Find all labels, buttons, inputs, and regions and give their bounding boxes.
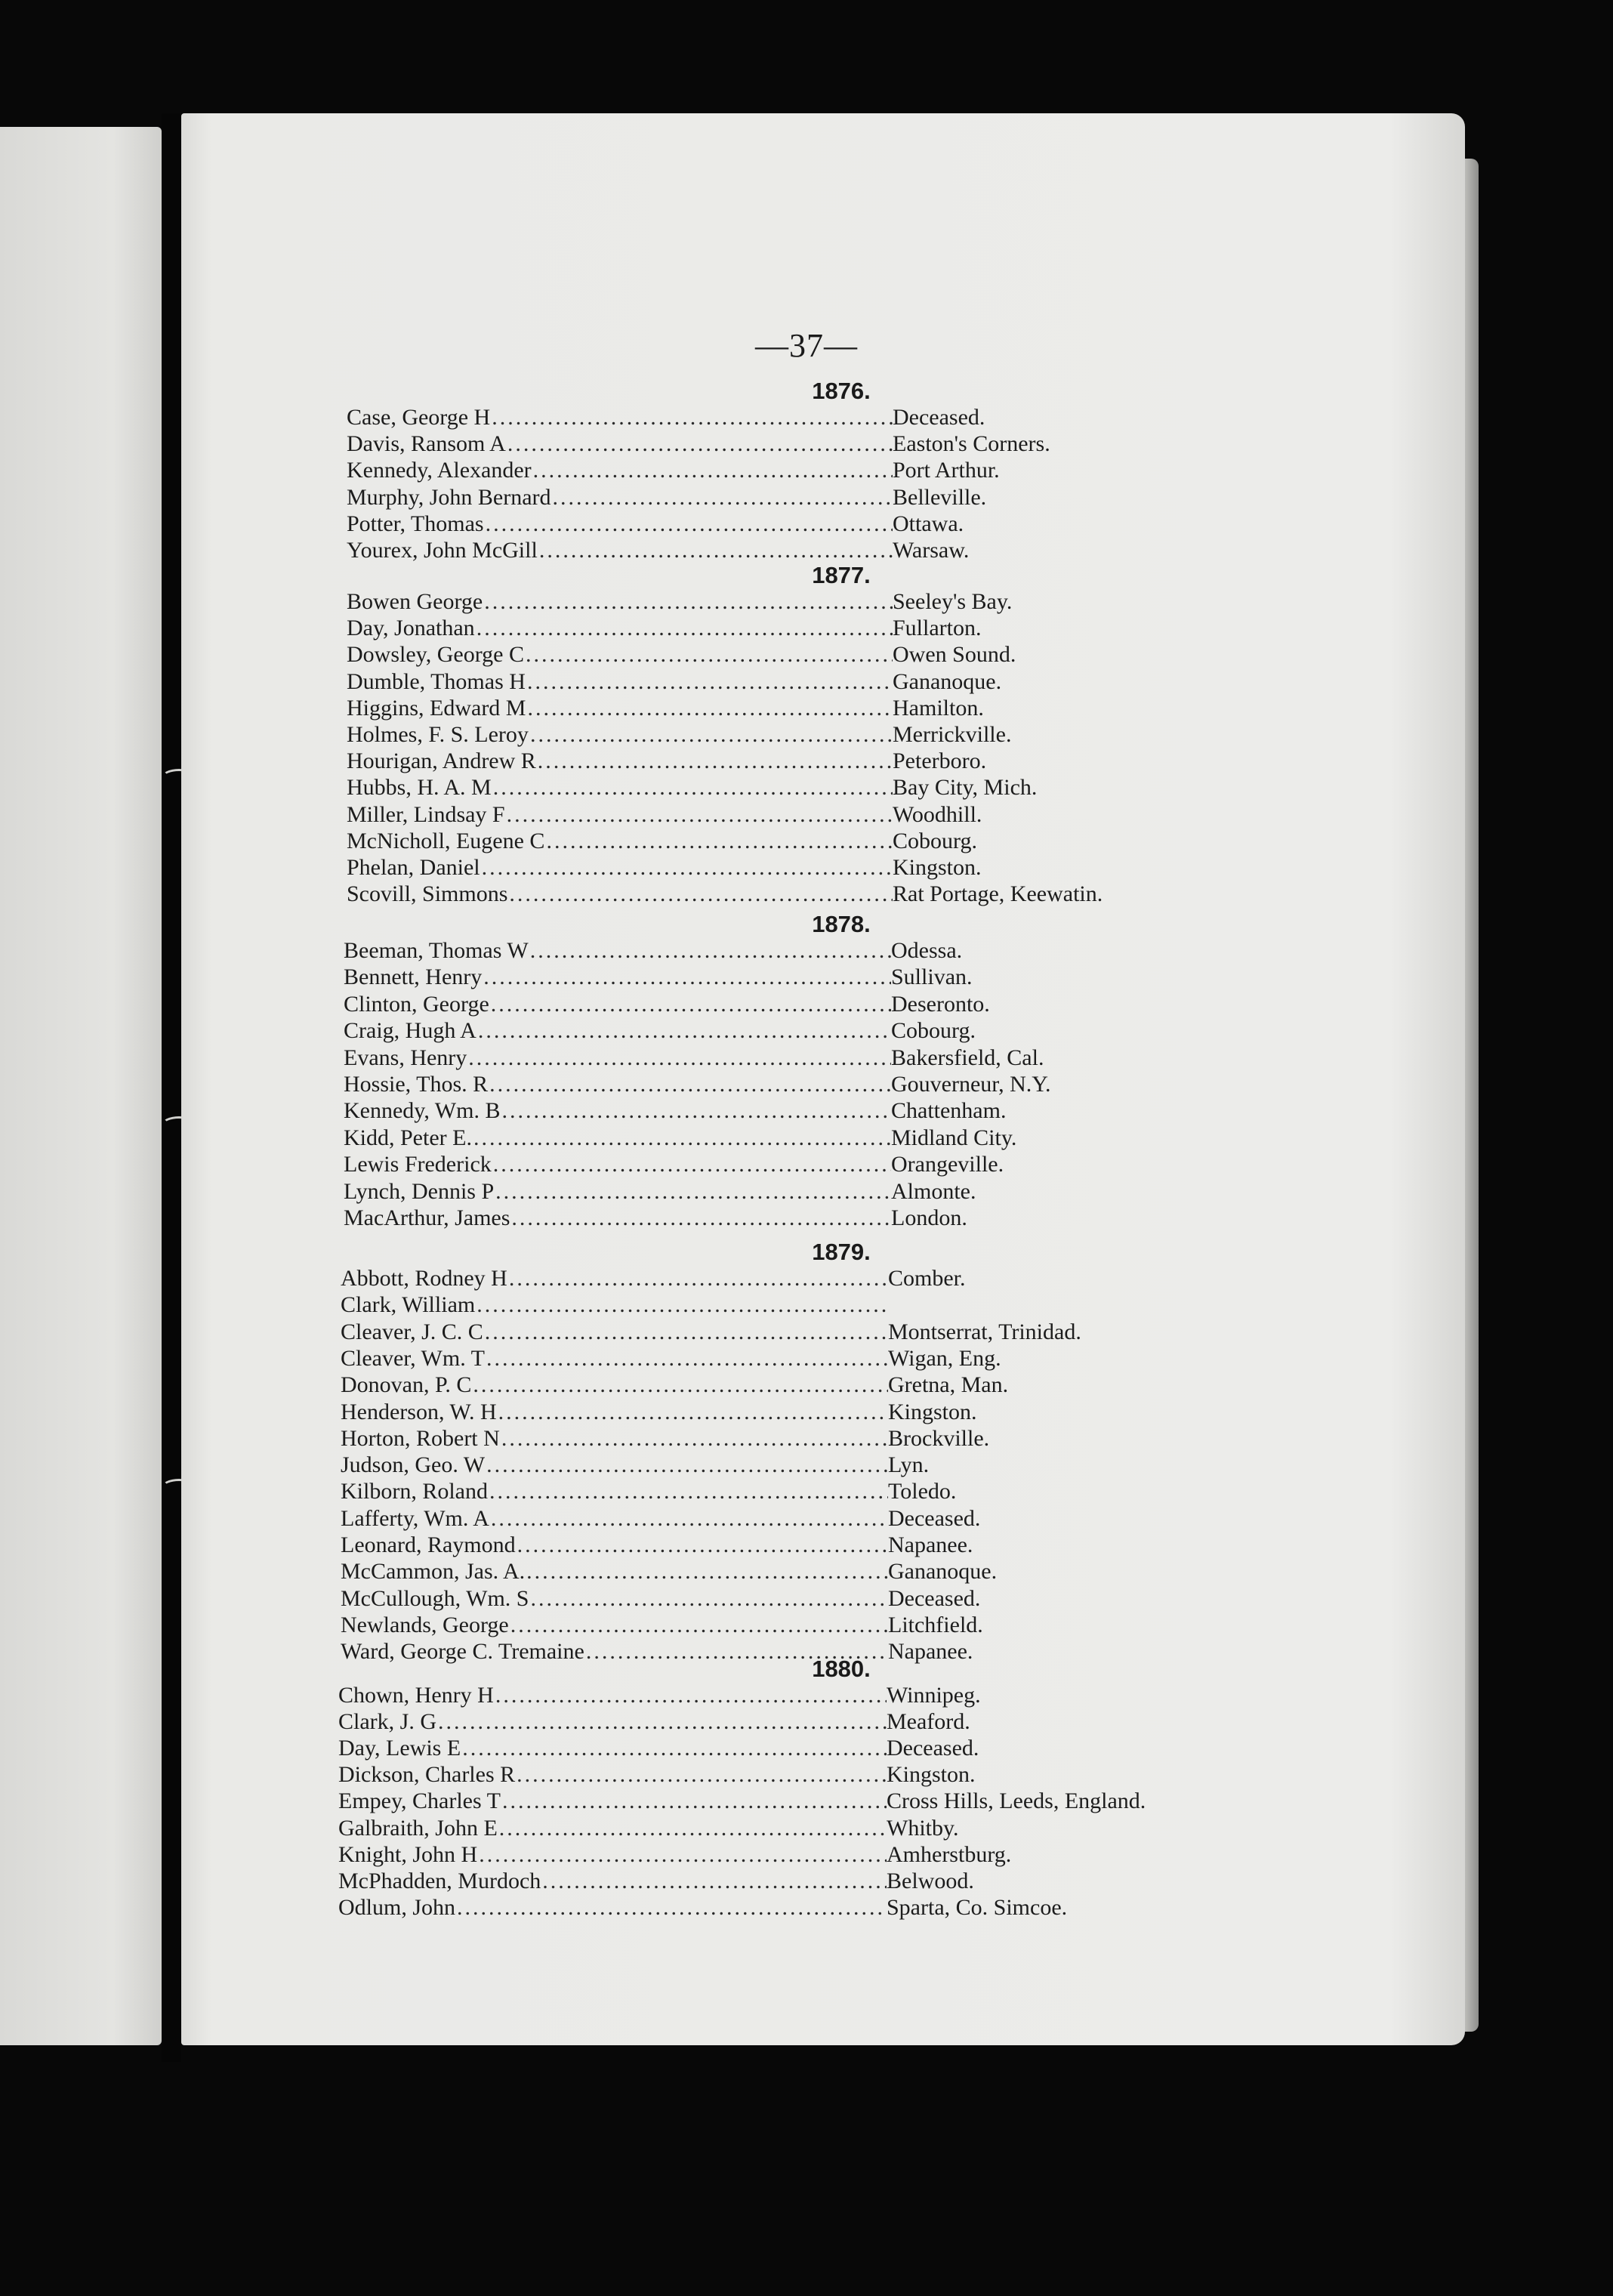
dot-leader xyxy=(467,1045,891,1071)
list-item xyxy=(347,538,893,563)
dot-leader xyxy=(475,1292,888,1318)
residence-cell xyxy=(893,589,1012,615)
list-item xyxy=(344,938,891,964)
list-item xyxy=(347,855,893,881)
list-item xyxy=(341,1292,888,1318)
dot-leader xyxy=(497,1400,888,1425)
residence: Orangeville. xyxy=(891,1152,1004,1177)
residence: London. xyxy=(891,1205,967,1230)
residence-cell xyxy=(893,431,1050,457)
list-item xyxy=(341,1426,888,1452)
alumnus-name: Davis, Ransom A xyxy=(347,431,506,457)
residence-cell xyxy=(893,458,1000,483)
dot-leader xyxy=(526,696,893,721)
residence-cell xyxy=(891,1072,1051,1097)
alumnus-name: Lafferty, Wm. A xyxy=(341,1505,489,1531)
list-item xyxy=(344,992,891,1017)
alumnus-name: Yourex, John McGill xyxy=(347,538,538,563)
residence: Gananoque. xyxy=(893,668,1002,694)
alumnus-name: Holmes, F. S. Leroy xyxy=(347,722,529,747)
residence: Fullarton. xyxy=(893,616,982,641)
year-heading: 1877. xyxy=(812,562,871,588)
alumnus-name: Dickson, Charles R xyxy=(338,1762,516,1788)
residence-cell xyxy=(891,1018,976,1044)
residence: Cobourg. xyxy=(893,828,977,853)
residence: Gananoque. xyxy=(888,1559,998,1585)
residence-cell xyxy=(887,1842,1011,1868)
alumnus-name: Chown, Henry H xyxy=(338,1683,494,1708)
dot-leader xyxy=(498,1816,887,1841)
residence: Lyn. xyxy=(888,1452,930,1478)
dot-leader xyxy=(541,1869,887,1894)
list-item xyxy=(347,589,893,615)
year-heading: 1880. xyxy=(812,1656,871,1682)
dot-leader xyxy=(494,1683,887,1708)
residence-cell xyxy=(893,855,982,881)
dot-leader xyxy=(492,775,893,801)
list-item xyxy=(347,458,893,483)
residence-cell xyxy=(891,964,973,990)
list-item xyxy=(341,1532,888,1558)
residence-cell xyxy=(893,802,982,828)
alumnus-name: Bowen George xyxy=(347,589,483,614)
list-item xyxy=(341,1372,888,1398)
residence: Wigan, Eng. xyxy=(888,1345,1001,1371)
residence-cell xyxy=(888,1452,929,1478)
list-item xyxy=(347,829,893,854)
residence: Easton's Corners. xyxy=(893,431,1050,457)
list-item xyxy=(344,1179,891,1205)
dot-leader xyxy=(488,1479,888,1504)
residence-cell xyxy=(891,1098,1006,1124)
residence: Cobourg. xyxy=(891,1018,976,1044)
dot-leader xyxy=(489,992,891,1017)
list-item xyxy=(338,1842,887,1868)
residence-cell xyxy=(893,511,964,537)
alumnus-name: Clark, J. G xyxy=(338,1709,436,1735)
alumnus-name: Miller, Lindsay F xyxy=(347,801,505,827)
list-item xyxy=(344,1152,891,1177)
list-item xyxy=(341,1452,888,1478)
alumnus-name: McCullough, Wm. S xyxy=(341,1585,529,1611)
list-item xyxy=(338,1895,887,1921)
residence-cell xyxy=(888,1319,1081,1345)
residence-cell xyxy=(887,1895,1067,1921)
residence-cell xyxy=(888,1426,989,1452)
list-item xyxy=(347,669,893,695)
year-heading: 1876. xyxy=(812,378,871,404)
residence-cell xyxy=(887,1736,979,1761)
dot-leader xyxy=(476,1018,891,1044)
list-item xyxy=(341,1612,888,1638)
residence-cell xyxy=(888,1612,983,1638)
alumnus-name: Dowsley, George C xyxy=(347,642,524,668)
dot-leader xyxy=(536,748,893,774)
page-number: —37— xyxy=(755,327,858,364)
dot-leader xyxy=(509,1612,888,1638)
residence: Comber. xyxy=(888,1266,966,1291)
alumnus-name: Case, George H xyxy=(347,405,491,430)
residence-cell xyxy=(888,1400,977,1425)
dot-leader xyxy=(510,1205,891,1231)
alumnus-name: Clinton, George xyxy=(344,991,489,1017)
dot-leader xyxy=(475,616,893,641)
alumnus-name: Galbraith, John E xyxy=(338,1815,498,1841)
residence-cell xyxy=(893,829,977,854)
residence: Woodhill. xyxy=(893,801,982,827)
residence: Meaford. xyxy=(887,1709,970,1735)
dot-leader xyxy=(488,1072,891,1097)
list-item xyxy=(338,1816,887,1841)
residence: Sparta, Co. Simcoe. xyxy=(887,1894,1068,1920)
dot-leader xyxy=(551,485,893,511)
alumnus-name: Hourigan, Andrew R xyxy=(347,748,536,774)
alumnus-name: Potter, Thomas xyxy=(347,511,484,536)
residence-cell xyxy=(891,1045,1044,1071)
list-item xyxy=(341,1266,888,1292)
residence-cell xyxy=(893,405,985,430)
alumnus-name: Evans, Henry xyxy=(344,1045,467,1070)
list-item xyxy=(338,1736,887,1761)
dot-leader xyxy=(471,1372,888,1398)
residence: Deceased. xyxy=(887,1736,979,1761)
residence-cell xyxy=(891,992,990,1017)
residence: Whitby. xyxy=(887,1815,959,1841)
dot-leader xyxy=(525,1559,888,1585)
residence: Kingston. xyxy=(893,855,982,880)
dot-leader xyxy=(436,1709,887,1735)
alumnus-name: Kennedy, Alexander xyxy=(347,458,532,483)
list-item xyxy=(344,1072,891,1097)
residence: Amherstburg. xyxy=(887,1841,1012,1867)
list-item xyxy=(347,802,893,828)
dot-leader xyxy=(482,964,891,990)
residence-cell xyxy=(888,1586,980,1612)
alumnus-name: Kilborn, Roland xyxy=(341,1479,488,1504)
residence: Kingston. xyxy=(887,1762,976,1788)
dot-leader xyxy=(480,855,893,881)
dot-leader xyxy=(501,1788,887,1814)
year-heading: 1879. xyxy=(812,1239,871,1265)
list-item xyxy=(347,511,893,537)
year-heading: 1878. xyxy=(812,911,871,937)
residence-cell xyxy=(888,1346,1001,1372)
dot-leader xyxy=(506,431,893,457)
residence: Owen Sound. xyxy=(893,642,1016,668)
alumnus-name: Lynch, Dennis P xyxy=(344,1178,495,1204)
list-item xyxy=(341,1506,888,1532)
residence-cell xyxy=(891,1125,1016,1151)
dot-leader xyxy=(485,1346,888,1372)
residence: Rat Portage, Keewatin. xyxy=(893,881,1103,907)
dot-leader xyxy=(515,1762,887,1788)
residence: Odessa. xyxy=(891,938,963,963)
dot-leader xyxy=(524,642,893,668)
dot-leader xyxy=(489,1506,888,1532)
residence-cell xyxy=(893,485,986,511)
residence-cell xyxy=(888,1506,980,1532)
list-item xyxy=(347,616,893,641)
residence: Deceased. xyxy=(893,405,985,430)
list-item xyxy=(347,642,893,668)
residence-cell xyxy=(887,1709,970,1735)
alumnus-name: Kidd, Peter E. xyxy=(344,1125,472,1150)
residence-cell xyxy=(891,1152,1004,1177)
alumnus-name: Cleaver, Wm. T xyxy=(341,1345,485,1371)
list-item xyxy=(344,1098,891,1124)
list-item xyxy=(338,1762,887,1788)
list-item xyxy=(341,1346,888,1372)
list-item xyxy=(347,485,893,511)
alumnus-name: Higgins, Edward M xyxy=(347,695,526,721)
dot-leader xyxy=(505,802,893,828)
alumnus-name: Beeman, Thomas W xyxy=(344,938,529,963)
dot-leader xyxy=(529,1586,888,1612)
residence-cell xyxy=(888,1372,1008,1398)
dot-leader xyxy=(538,538,893,563)
residence: Toledo. xyxy=(888,1479,957,1504)
residence: Litchfield. xyxy=(888,1612,983,1637)
alumnus-name: Dumble, Thomas H xyxy=(347,668,526,694)
residence-cell xyxy=(893,696,984,721)
alumnus-name: Cleaver, J. C. C xyxy=(341,1319,483,1344)
list-item xyxy=(344,1018,891,1044)
dot-leader xyxy=(507,881,893,907)
list-item xyxy=(338,1683,887,1708)
residence-cell xyxy=(893,669,1001,695)
residence-cell xyxy=(887,1762,976,1788)
list-item xyxy=(344,964,891,990)
dot-leader xyxy=(494,1179,891,1205)
residence: Sullivan. xyxy=(891,964,973,990)
alumnus-name: Bennett, Henry xyxy=(344,964,483,990)
residence-cell xyxy=(893,538,969,563)
dot-leader xyxy=(490,405,893,430)
residence: Bakersfield, Cal. xyxy=(891,1045,1044,1070)
alumnus-name: Day, Lewis E xyxy=(338,1736,461,1761)
residence-cell xyxy=(888,1479,956,1504)
residence: Hamilton. xyxy=(893,695,984,721)
dot-leader xyxy=(500,1098,891,1124)
list-item xyxy=(347,696,893,721)
dot-leader xyxy=(485,1452,888,1478)
residence: Cross Hills, Leeds, England. xyxy=(887,1788,1146,1814)
list-item xyxy=(347,775,893,801)
dot-leader xyxy=(461,1736,887,1761)
residence-cell xyxy=(891,1205,967,1231)
list-item xyxy=(341,1559,888,1585)
alumnus-name: Scovill, Simmons xyxy=(347,881,508,907)
residence-cell xyxy=(888,1559,997,1585)
residence-cell xyxy=(887,1816,959,1841)
residence: Belleville. xyxy=(893,484,987,510)
dot-leader xyxy=(477,1842,887,1868)
alumnus-name: McCammon, Jas. A. xyxy=(341,1559,526,1585)
residence-cell xyxy=(888,1266,966,1292)
alumnus-name: Craig, Hugh A xyxy=(344,1018,476,1044)
alumnus-name: Horton, Robert N xyxy=(341,1425,500,1451)
alumnus-name: McNicholl, Eugene C xyxy=(347,828,545,853)
residence: Seeley's Bay. xyxy=(893,589,1013,614)
alumnus-name: Judson, Geo. W xyxy=(341,1452,486,1478)
residence: Peterboro. xyxy=(893,748,987,774)
residence: Montserrat, Trinidad. xyxy=(888,1319,1081,1344)
list-item xyxy=(344,1205,891,1231)
alumnus-name: Newlands, George xyxy=(341,1612,509,1637)
page-stack-edge xyxy=(1465,159,1479,2032)
dot-leader xyxy=(483,1319,888,1345)
residence: Gouverneur, N.Y. xyxy=(891,1072,1051,1097)
alumnus-name: Empey, Charles T xyxy=(338,1788,501,1814)
residence: Bay City, Mich. xyxy=(893,775,1038,801)
residence-cell xyxy=(893,722,1011,748)
residence-cell xyxy=(887,1788,1146,1814)
alumnus-name: Odlum, John xyxy=(338,1894,456,1920)
alumnus-name: Clark, William xyxy=(341,1292,476,1318)
alumnus-name: Hossie, Thos. R xyxy=(344,1072,489,1097)
residence: Napanee. xyxy=(888,1639,973,1665)
list-item xyxy=(347,405,893,430)
residence-cell xyxy=(888,1532,973,1558)
dot-leader xyxy=(526,669,893,695)
alumnus-name: Phelan, Daniel xyxy=(347,855,480,880)
list-item xyxy=(347,431,893,457)
dot-leader xyxy=(455,1895,887,1921)
residence: Merrickville. xyxy=(893,722,1012,747)
residence: Midland City. xyxy=(891,1125,1017,1150)
list-item xyxy=(341,1586,888,1612)
dot-leader xyxy=(472,1125,891,1151)
list-item xyxy=(341,1319,888,1345)
residence: Port Arthur. xyxy=(893,458,1000,483)
residence: Winnipeg. xyxy=(887,1683,981,1708)
book-gutter xyxy=(162,113,181,2062)
list-item xyxy=(347,722,893,748)
list-item xyxy=(347,748,893,774)
dot-leader xyxy=(500,1426,888,1452)
residence: Napanee. xyxy=(888,1532,973,1557)
list-item xyxy=(341,1479,888,1504)
alumnus-name: Leonard, Raymond xyxy=(341,1532,516,1557)
residence: Deceased. xyxy=(888,1585,981,1611)
left-page-edge xyxy=(0,127,162,2045)
dot-leader xyxy=(492,1152,891,1177)
residence-cell xyxy=(893,616,982,641)
list-item xyxy=(338,1869,887,1894)
alumnus-name: Murphy, John Bernard xyxy=(347,484,551,510)
alumnus-name: Henderson, W. H xyxy=(341,1399,497,1424)
alumnus-name: Hubbs, H. A. M xyxy=(347,775,492,801)
list-item xyxy=(341,1400,888,1425)
alumnus-name: MacArthur, James xyxy=(344,1205,510,1230)
residence-cell xyxy=(893,642,1016,668)
residence-cell xyxy=(887,1683,981,1708)
dot-leader xyxy=(516,1532,888,1558)
list-item xyxy=(347,881,893,907)
alumnus-name: McPhadden, Murdoch xyxy=(338,1868,541,1893)
residence-cell xyxy=(887,1869,974,1894)
residence: Deseronto. xyxy=(891,991,990,1017)
alumnus-name: Lewis Frederick xyxy=(344,1152,492,1177)
residence: Deceased. xyxy=(888,1505,981,1531)
residence-cell xyxy=(893,775,1037,801)
alumnus-name: Kennedy, Wm. B xyxy=(344,1098,501,1124)
dot-leader xyxy=(544,829,893,854)
dot-leader xyxy=(483,589,893,615)
residence-cell xyxy=(893,881,1103,907)
list-item xyxy=(338,1788,887,1814)
residence: Ottawa. xyxy=(893,511,964,536)
alumnus-name: Abbott, Rodney H xyxy=(341,1266,507,1291)
alumnus-name: Knight, John H xyxy=(338,1841,478,1867)
residence: Almonte. xyxy=(891,1178,976,1204)
dot-leader xyxy=(529,938,891,964)
list-item xyxy=(344,1125,891,1151)
list-item xyxy=(344,1045,891,1071)
dot-leader xyxy=(532,458,893,483)
residence: Chattenham. xyxy=(891,1098,1007,1124)
dot-leader xyxy=(484,511,893,537)
dot-leader xyxy=(507,1266,888,1292)
residence: Belwood. xyxy=(887,1868,974,1893)
list-item xyxy=(338,1709,887,1735)
alumnus-name: Day, Jonathan xyxy=(347,616,475,641)
alumnus-name: Ward, George C. Tremaine xyxy=(341,1639,584,1665)
residence: Kingston. xyxy=(888,1399,977,1424)
residence: Gretna, Man. xyxy=(888,1372,1009,1398)
residence: Brockville. xyxy=(888,1425,990,1451)
dot-leader xyxy=(529,722,893,748)
residence: Warsaw. xyxy=(893,538,970,563)
alumnus-name: Donovan, P. C xyxy=(341,1372,472,1398)
residence-cell xyxy=(891,1179,976,1205)
residence-cell xyxy=(893,748,986,774)
residence-cell xyxy=(891,938,962,964)
